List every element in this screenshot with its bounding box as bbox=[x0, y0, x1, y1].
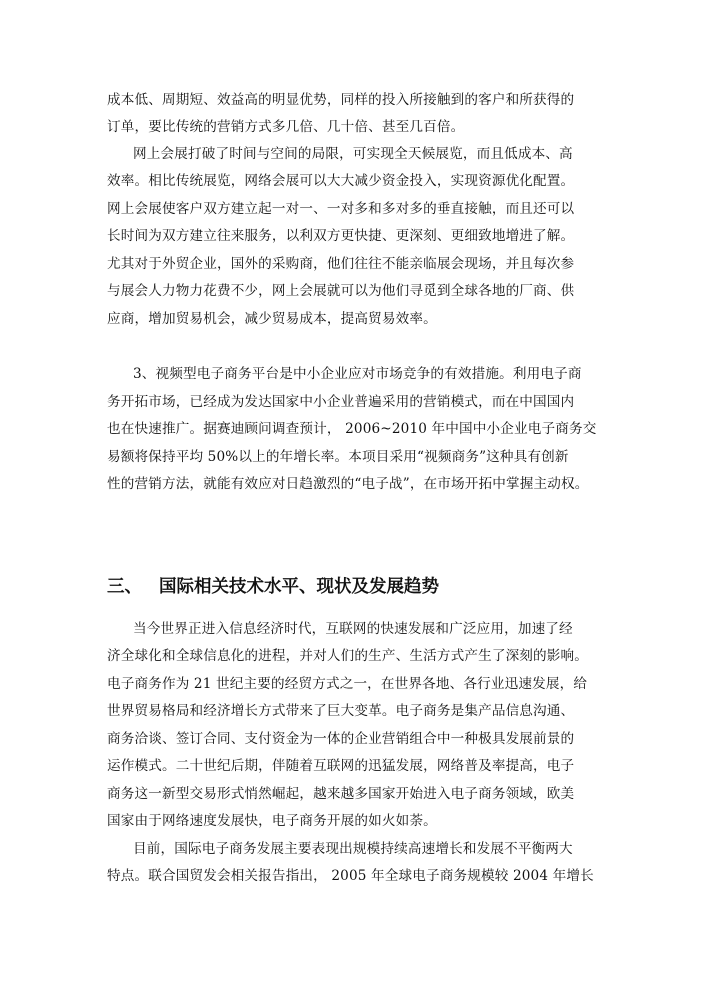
text-line: 电子商务作为 21 世纪主要的经贸方式之一，在世界各地、各行业迅速发展，给 bbox=[107, 676, 588, 692]
text-line: 订单，要比传统的营销方式多几倍、几十倍、甚至几百倍。 bbox=[107, 119, 465, 135]
text-line: 商务洽谈、签订合同、支付资金为一体的企业营销组合中一种极具发展前景的 bbox=[107, 731, 575, 747]
text-line: 3、视频型电子商务平台是中小企业应对市场竞争的有效措施。利用电子商 bbox=[133, 366, 582, 382]
section-title: 国际相关技术水平、现状及发展趋势 bbox=[159, 577, 439, 597]
text-line: 国家由于网络速度发展快，电子商务开展的如火如荼。 bbox=[107, 813, 437, 829]
text-line: 务开拓市场，已经成为发达国家中小企业普遍采用的营销模式，而在中国国内 bbox=[107, 394, 575, 410]
text-line: 当今世界正进入信息经济时代，互联网的快速发展和广泛应用，加速了经 bbox=[133, 621, 573, 637]
text-line: 应商，增加贸易机会，减少贸易成本，提高贸易效率。 bbox=[107, 311, 437, 327]
section-heading bbox=[107, 573, 439, 598]
text-line: 也在快速推广。据赛迪顾问调查预计， 2006~2010 年中国中小企业电子商务交 bbox=[107, 421, 597, 437]
text-line: 特点。联合国贸发会相关报告指出， 2005 年全球电子商务规模较 2004 年增长 bbox=[107, 868, 594, 884]
text-line: 易额将保持平均 50%以上的年增长率。本项目采用“视频商务”这种具有创新 bbox=[107, 449, 569, 465]
text-line: 与展会人力物力花费不少，网上会展就可以为他们寻觅到全球各地的厂商、供 bbox=[107, 283, 575, 299]
text-line: 尤其对于外贸企业，国外的采购商，他们往往不能亲临展会现场，并且每次参 bbox=[107, 256, 575, 272]
text-line: 济全球化和全球信息化的进程，并对人们的生产、生活方式产生了深刻的影响。 bbox=[107, 648, 589, 664]
text-line: 网上会展使客户双方建立起一对一、一对多和多对多的垂直接触，而且还可以 bbox=[107, 201, 575, 217]
text-line: 运作模式。二十世纪后期，伴随着互联网的迅猛发展，网络普及率提高，电子 bbox=[107, 758, 575, 774]
text-line: 商务这一新型交易形式悄然崛起，越来越多国家开始进入电子商务领域，欧美 bbox=[107, 786, 575, 802]
text-line: 性的营销方法，就能有效应对日趋激烈的“电子战”，在市场开拓中掌握主动权。 bbox=[107, 476, 589, 492]
text-line: 网上会展打破了时间与空间的局限，可实现全天候展览，而且低成本、高 bbox=[133, 146, 573, 162]
text-line: 效率。相比传统展览，网络会展可以大大减少资金投入，实现资源优化配置。 bbox=[107, 173, 575, 189]
section-number: 三、 bbox=[107, 577, 142, 597]
text-line: 成本低、周期短、效益高的明显优势，同样的投入所接触到的客户和所获得的 bbox=[107, 92, 575, 108]
text-line: 目前，国际电子商务发展主要表现出规模持续高速增长和发展不平衡两大 bbox=[133, 841, 573, 857]
text-line: 长时间为双方建立往来服务，以利双方更快捷、更深刻、更细致地增进了解。 bbox=[107, 228, 575, 244]
text-line: 世界贸易格局和经济增长方式带来了巨大变革。电子商务是集产品信息沟通、 bbox=[107, 703, 575, 719]
